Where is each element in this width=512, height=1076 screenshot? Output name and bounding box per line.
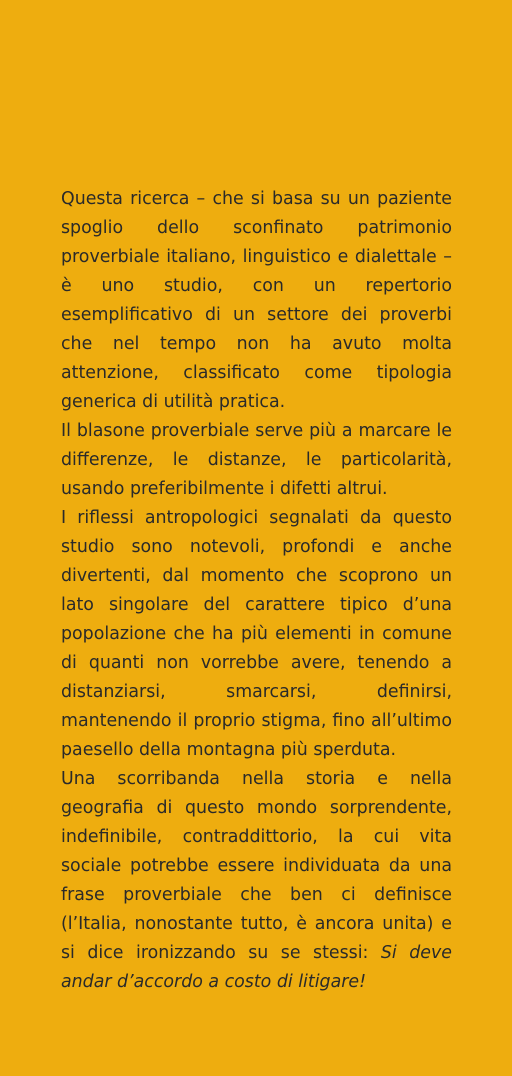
paragraph-research-description: Questa ricerca – che si basa su un paziente spoglio dello sconfinato patrimonio proverbiale italiano, linguistico e dialettale – è uno studio, con un repertorio esemplificativo di un settore dei proverbi che nel tempo non ha avuto molta attenzione, classificato come tipologia generica di utilità pratica.: [61, 189, 452, 412]
paragraph-italian-geography-text: Una scorribanda nella storia e nella geografia di questo mondo sorprendente, indefinibile, contraddittorio, la cui vita sociale potrebbe essere individuata da una frase proverbiale che ben ci definisce (l’Italia, nonostante tutto, è ancora unita) e si dice ironizzando su se stessi:: [61, 769, 452, 963]
closing-proverb: Si deve andar d’accordo a costo di litigare!: [61, 943, 452, 992]
paragraph-proverbial-blazon: Il blasone proverbiale serve più a marcare le differenze, le distanze, le particolarità, usando preferibilmente i difetti altrui.: [61, 421, 452, 499]
paragraph-italian-geography: [61, 765, 452, 997]
back-cover-text: [61, 185, 452, 997]
paragraph-anthropological-reflections: I riflessi antropologici segnalati da questo studio sono notevoli, profondi e anche divertenti, dal momento che scoprono un lato singolare del carattere tipico d’una popolazione che ha più elementi in comune di quanti non vorrebbe avere, tenendo a distanziarsi, smarcarsi, definirsi, mantenendo il proprio stigma, fino all’ultimo paesello della montagna più sperduta.: [61, 508, 452, 760]
